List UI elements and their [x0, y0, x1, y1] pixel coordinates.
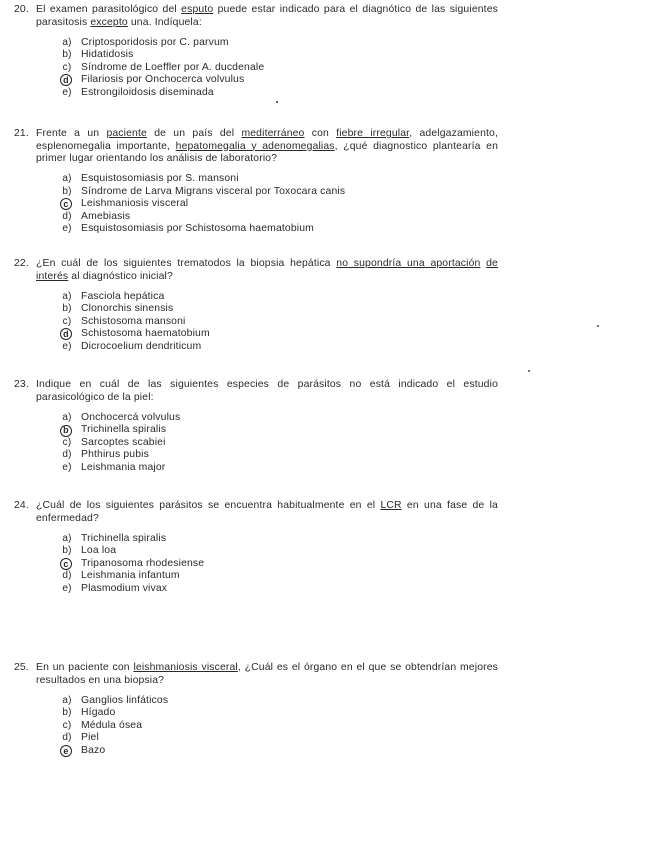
option-letter: a)	[62, 532, 72, 544]
option-letter: c)	[62, 719, 72, 731]
question-header	[14, 258, 498, 283]
option-text: Clonorchis sinensis	[81, 303, 174, 315]
option-letter: a)	[62, 36, 72, 48]
circled-answer-letter: c	[60, 198, 72, 210]
option-item	[60, 424, 498, 436]
option-item	[60, 707, 498, 719]
option-letter: b)	[62, 49, 72, 61]
option-text: Esquistosomiasis por S. mansoni	[81, 173, 239, 185]
question-22	[14, 258, 498, 353]
option-text: Schistosoma haematobium	[81, 328, 210, 340]
question-24	[14, 500, 498, 595]
option-letter: a)	[62, 411, 72, 423]
option-item	[60, 545, 498, 557]
question-text: Indique en cuál de las siguientes especies de parásitos no está indicado el estudio parasicológico de la piel:	[36, 379, 498, 403]
option-text: Ganglios linfáticos	[81, 694, 169, 706]
option-item	[60, 732, 498, 744]
option-letter: a)	[62, 694, 72, 706]
option-letter: d)	[62, 732, 72, 744]
option-letter: c)	[62, 436, 72, 448]
option-text: Hidatidosis	[81, 49, 134, 61]
option-item	[60, 49, 498, 61]
option-letter: b)	[62, 545, 72, 557]
option-text: Filariosis por Onchocerca volvulus	[81, 74, 245, 86]
option-item	[60, 74, 498, 86]
option-item	[60, 583, 498, 595]
option-item	[60, 558, 498, 570]
question-header	[14, 662, 498, 687]
option-text: Phthirus pubis	[81, 449, 149, 461]
option-text: Estrongiloidosis diseminada	[81, 86, 214, 98]
scan-speck	[597, 325, 599, 327]
option-item	[60, 570, 498, 582]
option-item	[60, 37, 498, 49]
option-letter: d)	[62, 210, 72, 222]
option-text: Sarcoptes scabiei	[81, 436, 166, 448]
question-header	[14, 379, 498, 404]
question-header	[14, 4, 498, 29]
option-text: Loa loa	[81, 545, 117, 557]
option-text: Trichinella spiralis	[81, 424, 167, 436]
option-text: Médula ósea	[81, 719, 143, 731]
option-text: Onchocercá volvulus	[81, 411, 181, 423]
option-item	[60, 720, 498, 732]
question-21	[14, 128, 498, 235]
option-item	[60, 186, 498, 198]
scan-speck	[276, 101, 278, 103]
options-list	[60, 533, 498, 595]
option-text: Leishmania infantum	[81, 570, 180, 582]
question-text: En un paciente con leishmaniosis visceral, ¿Cuál es el órgano en el que se obtendrían mejores resultados en una biopsia?	[36, 662, 499, 686]
option-item	[60, 437, 498, 449]
option-text: Síndrome de Loeffler por A. ducdenale	[81, 61, 265, 73]
option-letter: a)	[62, 290, 72, 302]
option-letter: d)	[62, 570, 72, 582]
option-text: Plasmodium vivax	[81, 582, 168, 594]
option-item	[60, 291, 498, 303]
option-text: Schistosoma mansoni	[81, 315, 186, 327]
option-text: Esquistosomiasis por Schistosoma haematobium	[81, 223, 314, 235]
question-25	[14, 662, 498, 757]
option-letter: c)	[62, 315, 72, 327]
question-number: 25.	[14, 662, 29, 673]
question-text: ¿En cuál de los siguientes trematodos la biopsia hepática no supondría una aportación de interés al diagnóstico inicial?	[36, 258, 498, 282]
option-text: Amebiasis	[81, 210, 131, 222]
options-list	[60, 412, 498, 474]
option-item	[60, 87, 498, 99]
option-letter: e)	[62, 86, 72, 98]
question-number: 20.	[14, 4, 29, 15]
option-item	[60, 316, 498, 328]
option-letter: e)	[62, 340, 72, 352]
question-text: Frente a un paciente de un país del mediterráneo con fiebre irregular, adelgazamiento, esplenomegalia importante, hepatomegalia y adenomegalias, ¿qué diagnostico plantearía en primer lugar orientando los análisis de laboratorio?	[36, 128, 498, 164]
circled-answer-letter: d	[60, 328, 72, 340]
option-letter: e)	[62, 223, 72, 234]
option-text: Hígado	[81, 707, 116, 719]
option-text: Trichinella spiralis	[81, 532, 167, 544]
circled-answer-letter: b	[60, 425, 72, 437]
option-item	[60, 211, 498, 223]
option-item	[60, 174, 498, 186]
option-item	[60, 695, 498, 707]
question-20	[14, 4, 498, 99]
option-letter: e)	[62, 461, 72, 473]
option-item	[60, 449, 498, 461]
option-text: Bazo	[81, 744, 106, 756]
option-item	[60, 533, 498, 545]
question-header	[14, 500, 498, 525]
question-text: ¿Cuál de los siguientes parásitos se encuentra habitualmente en el LCR en una fase de la enfermedad?	[36, 500, 498, 524]
option-letter: b)	[62, 303, 72, 315]
options-list	[60, 291, 498, 353]
options-list	[60, 695, 498, 757]
circled-answer-letter: e	[60, 745, 72, 757]
question-number: 23.	[14, 379, 29, 390]
option-item	[60, 198, 498, 210]
option-letter: b)	[62, 707, 72, 719]
question-number: 24.	[14, 500, 29, 511]
option-text: Leishmania major	[81, 461, 166, 473]
question-text: El examen parasitológico del esputo puede estar indicado para el diagnótico de las siguientes parasitosis excepto una. Indíquela:	[36, 4, 498, 28]
option-item	[60, 341, 498, 353]
option-text: Leishmaniosis visceral	[81, 198, 189, 210]
option-item	[60, 745, 498, 757]
option-item	[60, 303, 498, 315]
option-text: Piel	[81, 732, 99, 744]
option-text: Dicrocoelium dendriticum	[81, 340, 202, 352]
options-list	[60, 37, 498, 99]
question-number: 22.	[14, 258, 29, 269]
option-item	[60, 412, 498, 424]
options-list	[60, 174, 498, 236]
question-number: 21.	[14, 128, 29, 139]
question-header	[14, 128, 498, 166]
option-letter: c)	[62, 61, 72, 73]
option-letter: a)	[62, 173, 72, 185]
circled-answer-letter: c	[60, 558, 72, 570]
option-text: Tripanosoma rhodesiense	[81, 557, 205, 569]
option-text: Síndrome de Larva Migrans visceral por Toxocara canis	[81, 185, 346, 197]
option-item	[60, 328, 498, 340]
option-letter: e)	[62, 582, 72, 594]
option-text: Criptosporidosis por C. parvum	[81, 36, 229, 48]
option-letter: b)	[62, 185, 72, 197]
option-item	[60, 462, 498, 474]
scan-speck	[528, 370, 530, 372]
circled-answer-letter: d	[60, 74, 72, 86]
option-letter: d)	[62, 449, 72, 461]
option-item	[60, 62, 498, 74]
option-item	[60, 223, 498, 235]
option-text: Fasciola hepática	[81, 290, 165, 302]
question-23	[14, 379, 498, 474]
